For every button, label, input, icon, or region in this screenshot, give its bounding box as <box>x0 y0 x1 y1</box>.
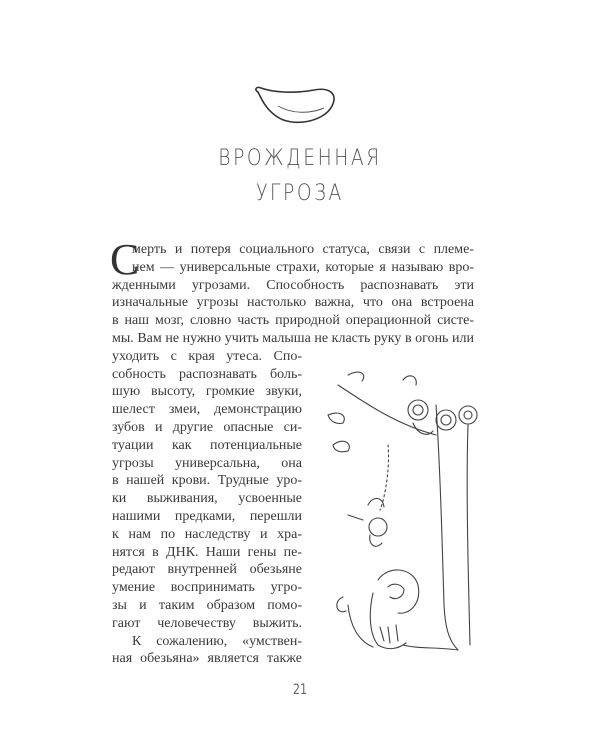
text-line: туации как потенциальные <box>112 437 302 453</box>
text-line: редают внутренней обезьяне <box>112 562 302 578</box>
text-line: угрозы универсальна, она <box>112 455 302 471</box>
text-line: шелест змеи, демонстрацию <box>112 402 302 418</box>
text-line: изначальные угрозы настолько важна, что она встроена <box>112 295 474 311</box>
text-line: ная обезьяна» является также <box>112 651 302 667</box>
text-line: нашими предками, перешли <box>112 508 302 524</box>
text-line: в наш мозг, словно часть природной операционной систе- <box>112 313 474 329</box>
drop-cap: С <box>110 235 140 284</box>
text-line: зубов и другие опасные си- <box>112 419 302 435</box>
text-line: умение воспринимать угро- <box>112 580 302 596</box>
chapter-title-line-2: УГРОЗА <box>256 181 344 206</box>
text-line: уходить с края утеса. Спо- <box>112 348 302 364</box>
text-line: жденными угрозами. Способность распознавать эти <box>112 277 474 293</box>
page-number: 21 <box>292 682 308 698</box>
text-line: нем — универсальные страхи, которые я называю вро- <box>132 259 474 275</box>
text-line: гают человечеству выжить. <box>112 615 302 631</box>
text-line: в нашей крови. Трудные уро- <box>112 473 302 489</box>
text-line: мерть и потеря социального статуса, связи с племе- <box>132 242 474 257</box>
banana-icon <box>252 82 338 130</box>
text-line: мы. Вам не нужно учить малыша не класть руку в огонь или <box>112 330 474 346</box>
text-line: зы и таким образом помо- <box>112 597 302 613</box>
text-line: шую высоту, громкие звуки, <box>112 384 302 400</box>
text-line: нятся в ДНК. Наши гены пе- <box>112 544 302 560</box>
chapter-title-line-1: ВРОЖДЕННАЯ <box>218 146 382 171</box>
text-line: К сожалению, «умствен- <box>132 633 302 649</box>
text-line: к нам по наследству и хра- <box>112 526 302 542</box>
monkeys-tree-lion-illustration <box>318 365 478 665</box>
text-line: ки выживания, усвоенные <box>112 491 302 507</box>
text-line: собность распознавать боль- <box>112 366 302 382</box>
